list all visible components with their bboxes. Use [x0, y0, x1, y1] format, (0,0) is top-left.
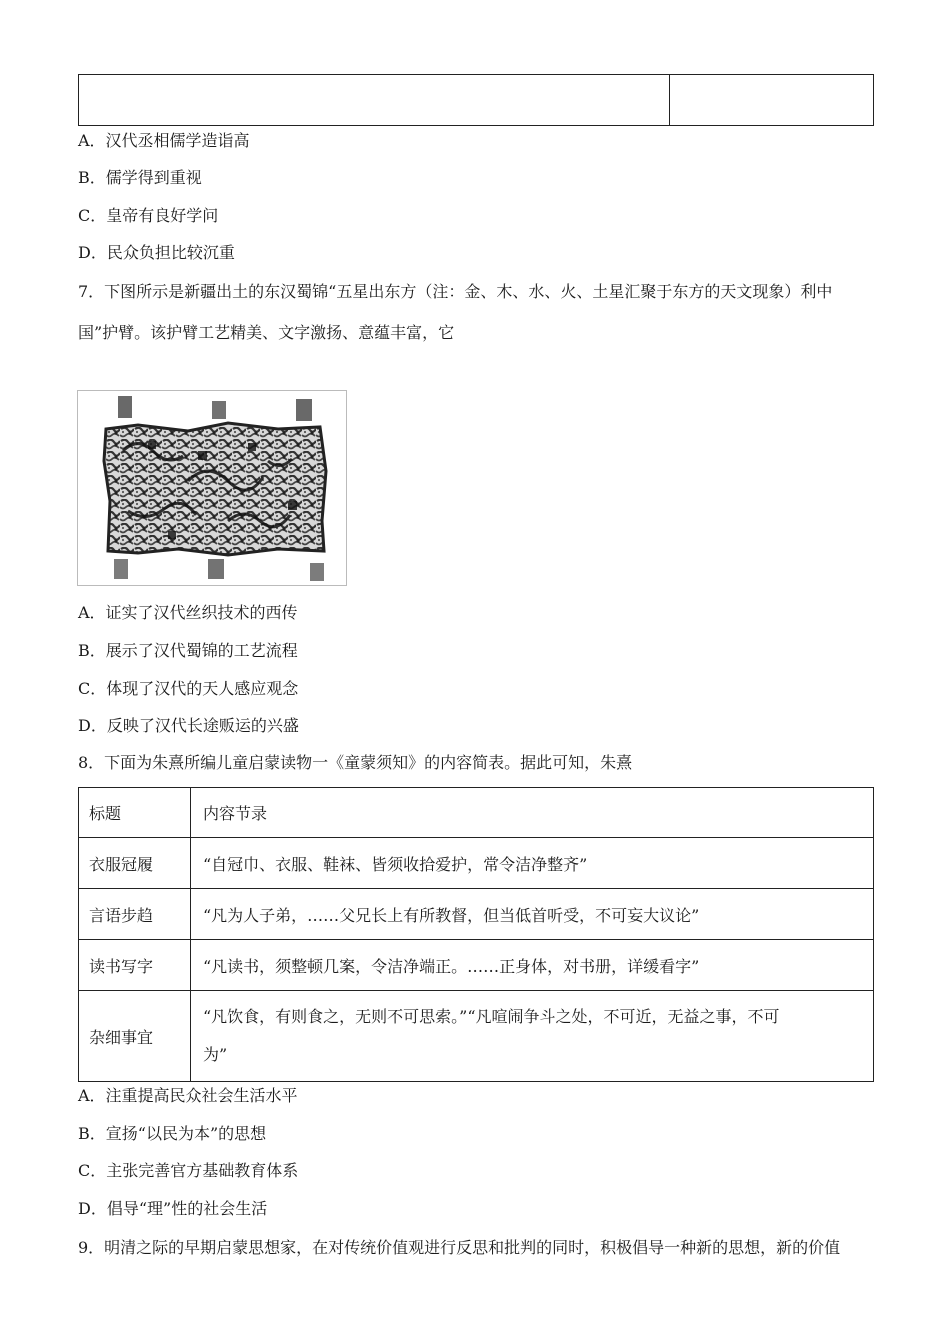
row-content: “凡为人子弟，……父兄长上有所教督，但当低首听受，不可妄大议论” [191, 889, 874, 940]
q7-option-a: A．证实了汉代丝织技术的西传 [78, 603, 298, 622]
table-row [79, 991, 874, 1082]
q8-option-d: D．倡导“理”性的社会生活 [78, 1199, 268, 1218]
table-cell [79, 75, 670, 125]
previous-question-table-fragment [78, 74, 874, 126]
q6-option-a: A．汉代丞相儒学造诣高 [78, 131, 250, 150]
q7-option-c: C．体现了汉代的天人感应观念 [78, 679, 299, 698]
row-title: 言语步趋 [79, 889, 191, 940]
table-row [79, 838, 874, 889]
q8-option-a: A．注重提高民众社会生活水平 [78, 1086, 298, 1105]
row-title: 衣服冠履 [79, 838, 191, 889]
row-title: 杂细事宜 [79, 991, 191, 1082]
table-row [79, 940, 874, 991]
q7-stem-line2: 国”护臂。该护臂工艺精美、文字激扬、意蕴丰富，它 [78, 323, 455, 342]
shu-brocade-armguard-image [77, 390, 347, 586]
q7-stem-line1: 7．下图所示是新疆出土的东汉蜀锦“五星出东方（注：金、木、水、火、土星汇聚于东方的天文现象）利中 [78, 282, 833, 301]
table-header-row [79, 788, 874, 838]
header-cell-content: 内容节录 [191, 788, 874, 838]
q8-option-b: B．宣扬“以民为本”的思想 [78, 1124, 267, 1143]
header-cell-title: 标题 [79, 788, 191, 838]
q6-option-c: C．皇帝有良好学问 [78, 206, 219, 225]
row-content: “自冠巾、衣服、鞋袜、皆须收拾爱护，常令洁净整齐” [191, 838, 874, 889]
q8-content-table [78, 787, 874, 1082]
q6-option-b: B．儒学得到重视 [78, 168, 202, 187]
q9-stem: 9．明清之际的早期启蒙思想家，在对传统价值观进行反思和批判的同时，积极倡导一种新的思想，新的价值 [78, 1238, 841, 1257]
row-content [191, 991, 874, 1082]
brocade-pattern-illustration [78, 391, 346, 585]
row-content-line2: 为” [203, 1045, 228, 1064]
q8-option-c: C．主张完善官方基础教育体系 [78, 1161, 299, 1180]
table-cell [670, 75, 873, 125]
row-title: 读书写字 [79, 940, 191, 991]
q7-option-b: B．展示了汉代蜀锦的工艺流程 [78, 641, 298, 660]
q6-option-d: D．民众负担比较沉重 [78, 243, 235, 262]
row-content: “凡读书，须整顿几案，令洁净端正。……正身体，对书册，详缓看字” [191, 940, 874, 991]
row-content-line1: “凡饮食，有则食之，无则不可思索。”“凡喧闹争斗之处，不可近，无益之事，不可 [203, 1007, 780, 1026]
q7-option-d: D．反映了汉代长途贩运的兴盛 [78, 716, 299, 735]
q8-stem: 8．下面为朱熹所编儿童启蒙读物一《童蒙须知》的内容简表。据此可知，朱熹 [78, 753, 633, 772]
table-row [79, 889, 874, 940]
